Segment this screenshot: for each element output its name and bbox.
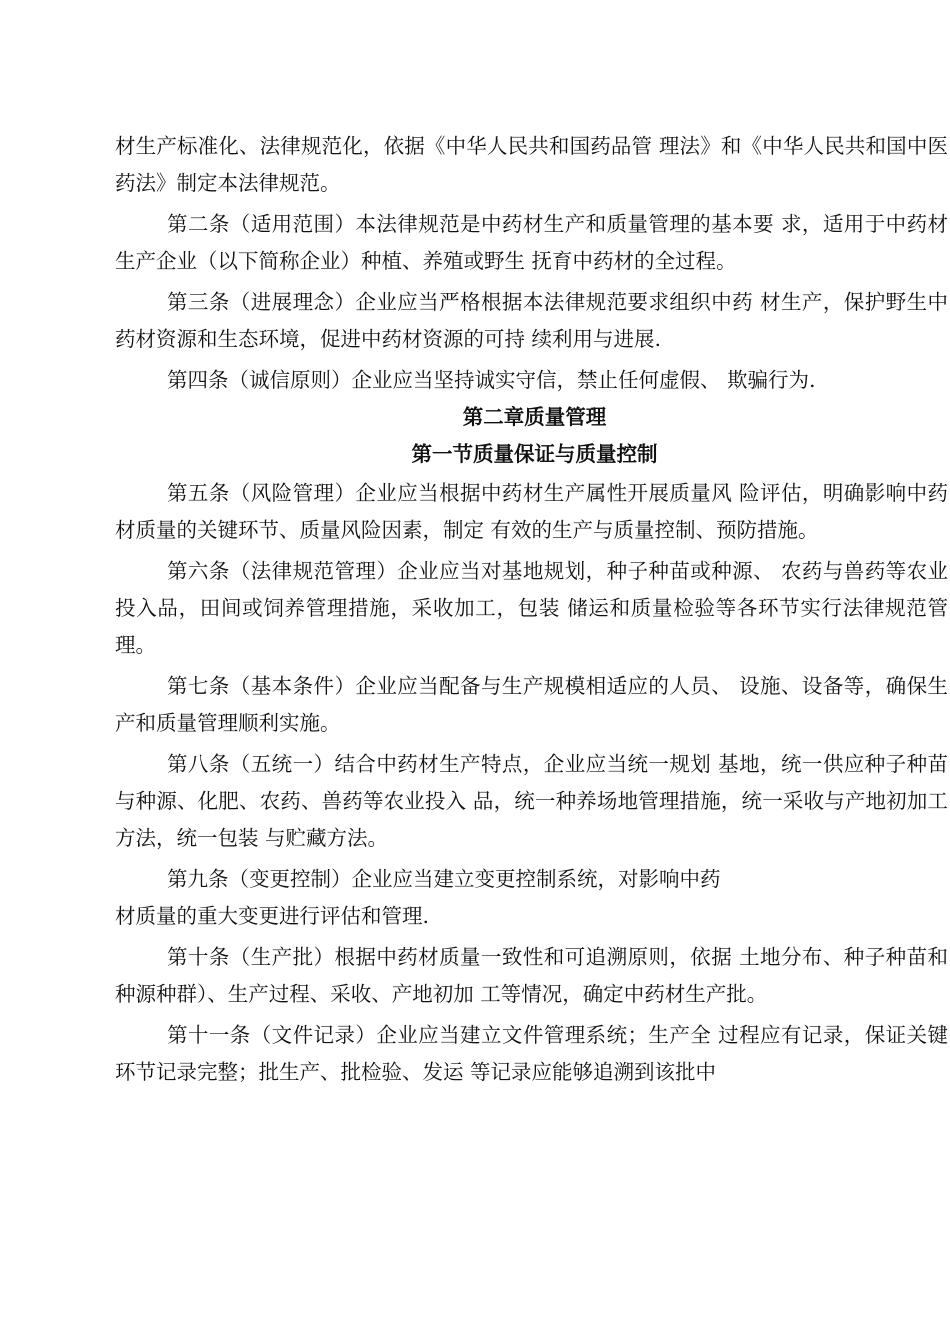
article-5-paragraph: 第五条（风险管理）企业应当根据中药材生产属性开展质量风 险评估，明确影响中药材质量的关键环节、质量风险因素，制定 有效的生产与质量控制、预防措施。 xyxy=(115,481,948,542)
article-6-paragraph: 第六条（法律规范管理）企业应当对基地规划，种子种苗或种源、 农药与兽药等农业投入品，田间或饲养管理措施，采收加工，包装 储运和质量检验等各环节实行法律规范管理。 xyxy=(115,559,948,657)
article-9-continuation: 材质量的重大变更进行评估和管理. xyxy=(115,904,430,928)
paragraph-continuation: 材生产标准化、法律规范化，依据《中华人民共和国药品管 理法》和《中华人民共和国中医药法》制定本法律规范。 xyxy=(115,134,948,195)
article-8-paragraph: 第八条（五统一）结合中药材生产特点，企业应当统一规划 基地，统一供应种子种苗与种源、化肥、农药、兽药等农业投入 品，统一种养场地管理措施，统一采收与产地初加工方法，统一包装 与贮藏方法。 xyxy=(115,752,948,850)
article-4-paragraph: 第四条（诚信原则）企业应当坚持诚实守信，禁止任何虚假、 欺骗行为. xyxy=(167,368,816,392)
article-7-paragraph: 第七条（基本条件）企业应当配备与生产规模相适应的人员、 设施、设备等，确保生产和质量管理顺利实施。 xyxy=(115,674,948,735)
article-11-paragraph: 第十一条（文件记录）企业应当建立文件管理系统；生产全 过程应有记录，保证关键环节记录完整；批生产、批检验、发运 等记录应能够追溯到该批中 xyxy=(115,1023,948,1084)
article-2-paragraph: 第二条（适用范围）本法律规范是中药材生产和质量管理的基本要 求，适用于中药材生产企业（以下简称企业）种植、养殖或野生 抚育中药材的全过程。 xyxy=(115,212,948,273)
article-3-paragraph: 第三条（进展理念）企业应当严格根据本法律规范要求组织中药 材生产，保护野生中药材资源和生态环境，促进中药材资源的可持 续利用与进展. xyxy=(115,290,948,351)
section-heading: 第一节质量保证与质量控制 xyxy=(411,442,658,466)
chapter-heading: 第二章质量管理 xyxy=(462,405,607,429)
document-body xyxy=(115,128,948,1095)
article-9-paragraph: 第九条（变更控制）企业应当建立变更控制系统，对影响中药 xyxy=(167,867,721,891)
article-10-paragraph: 第十条（生产批）根据中药材质量一致性和可追溯原则，依据 土地分布、种子种苗和种源种群）、生产过程、采收、产地初加 工等情况，确定中药材生产批。 xyxy=(115,945,948,1006)
